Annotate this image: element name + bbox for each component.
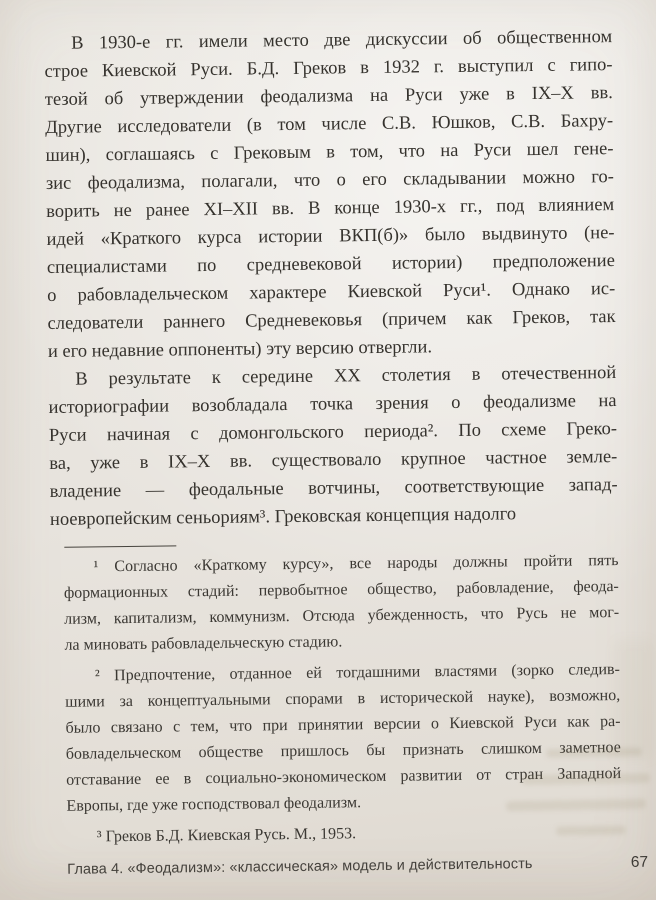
text-line: идей «Краткого курса истории ВКП(б)» было выдвинуто (не- xyxy=(46,223,615,250)
text-line: ² Предпочтение, отданное ей тогдашними властями (зорко следив- xyxy=(94,661,620,685)
text-line: о рабовладельческом характере Киевской Руси¹. Однако ис- xyxy=(47,279,616,306)
footnote-separator xyxy=(64,545,176,547)
text-line: шими за концептуальными спорами в исторической науке), возможно, xyxy=(65,687,621,711)
text-line: историографии возобладала точка зрения о феодализме на xyxy=(48,391,617,418)
text-line: строе Киевской Руси. Б.Д. Греков в 1932 г. выступил с гипо- xyxy=(44,55,613,82)
page-content xyxy=(44,23,649,884)
text-line: ³ Греков Б.Д. Киевская Русь. М., 1953. xyxy=(96,825,357,846)
text-line: владение — феодальные вотчины, соответствующие запад- xyxy=(49,475,618,502)
text-line: Руси начиная с домонгольского периода². По схеме Греко- xyxy=(48,419,618,446)
footnote-block xyxy=(63,548,622,851)
text-line: ла миновать рабовладельческую стадию. xyxy=(64,633,343,654)
text-line: ноевропейским сеньориям³. Грековская концепция надолго xyxy=(49,504,517,530)
text-line: ворить не ранее XI–XII вв. В конце 1930-х гг., под влиянием xyxy=(46,195,615,222)
text-line: В 1930-е гг. имели место две дискуссии об общественном xyxy=(71,27,613,54)
page-number: 67 xyxy=(630,853,649,871)
footnote-1 xyxy=(63,548,619,659)
running-footer-chapter-title: Глава 4. «Феодализм»: «классическая» модель и действительность xyxy=(67,856,533,878)
text-line: формационных стадий: первобытное общество, рабовладение, феода- xyxy=(63,578,619,602)
text-line: ¹ Согласно «Краткому курсу», все народы должны пройти пять xyxy=(93,552,619,576)
text-line: Европы, где уже господствовал феодализм. xyxy=(66,794,362,815)
text-line: В результате к середине XX столетия в отечественной xyxy=(75,363,617,390)
page-footer xyxy=(67,849,649,884)
footnote-2 xyxy=(65,657,622,820)
footnote-3 xyxy=(67,818,622,851)
body-paragraph-2 xyxy=(48,359,618,534)
text-line: Другие исследователи (в том числе С.В. Юшков, С.В. Бахру- xyxy=(45,111,614,138)
text-line: отставание ее в социально-экономическом развитии от стран Западной xyxy=(66,765,622,789)
text-line: тезой об утверждении феодализма на Руси уже в IX–X вв. xyxy=(44,83,613,110)
text-line: ва, уже в IX–X вв. существовало крупное частное земле- xyxy=(49,447,618,474)
body-paragraph-1 xyxy=(44,23,616,366)
text-line: зис феодализма, полагали, что о его складывании можно го- xyxy=(45,167,614,194)
text-line: и его недавние оппоненты) эту версию отвергли. xyxy=(47,337,433,362)
text-line: лизм, капитализм, коммунизм. Отсюда убежденность, что Русь не мог- xyxy=(64,604,620,628)
text-line: следователи раннего Средневековья (причем как Греков, так xyxy=(47,307,616,334)
text-line: было связано с тем, что при принятии версии о Киевской Руси как ра- xyxy=(65,713,621,737)
text-line: специалистами по средневековой истории) предположение xyxy=(46,251,615,278)
text-line: шин), соглашаясь с Грековым в том, что на Руси шел гене- xyxy=(45,139,614,166)
text-line: бовладельческом обществе пришлось бы признать слишком заметное xyxy=(65,739,621,763)
